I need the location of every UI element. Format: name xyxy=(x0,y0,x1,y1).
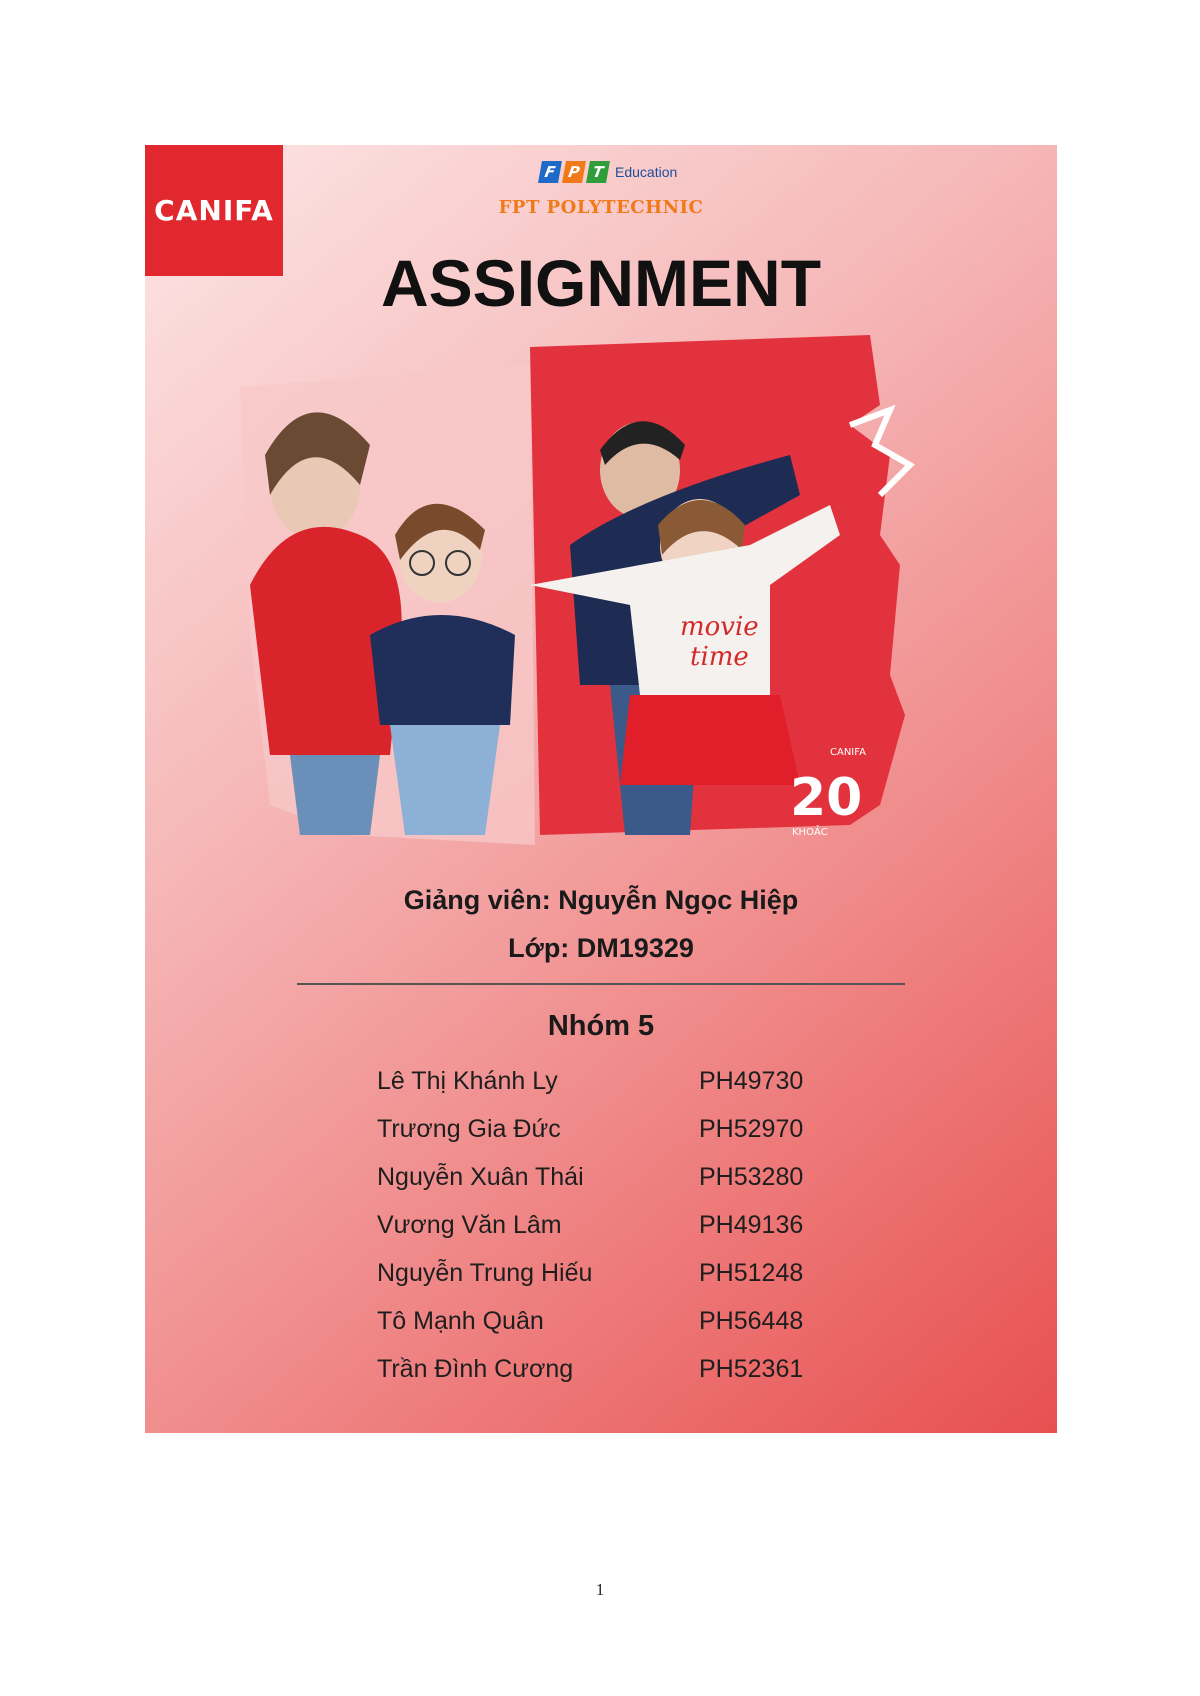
shirt-text-movie: movie xyxy=(680,612,759,642)
member-id: PH52970 xyxy=(699,1115,804,1143)
badge-caption: KHOẢC xyxy=(792,827,828,838)
lecturer-line: Giảng viên: Nguyễn Ngọc Hiệp xyxy=(403,885,799,915)
member-list xyxy=(377,1067,877,1403)
badge-brand: CANIFA xyxy=(830,747,866,758)
fpt-letter-t: T xyxy=(586,161,610,183)
member-id: PH52361 xyxy=(699,1355,804,1383)
fpt-education-label: Education xyxy=(615,164,678,180)
member-name: Trần Đình Cương xyxy=(377,1355,574,1383)
divider xyxy=(297,983,905,985)
fpt-polytechnic-label: FPT POLYTECHNIC xyxy=(498,197,704,218)
class-line: Lớp: DM19329 xyxy=(508,933,694,963)
member-row xyxy=(377,1211,877,1259)
member-name: Lê Thị Khánh Ly xyxy=(377,1067,558,1095)
member-name: Nguyễn Trung Hiếu xyxy=(377,1259,593,1287)
badge-number: 20 xyxy=(790,768,863,828)
member-row xyxy=(377,1115,877,1163)
shirt-text-time: time xyxy=(690,642,749,672)
member-name: Trương Gia Đức xyxy=(377,1115,561,1143)
member-name: Nguyễn Xuân Thái xyxy=(377,1163,584,1191)
member-name: Vương Văn Lâm xyxy=(377,1211,562,1239)
member-id: PH53280 xyxy=(699,1163,804,1191)
member-name: Tô Mạnh Quân xyxy=(377,1307,544,1335)
cover-page xyxy=(145,145,1057,1433)
member-id: PH49730 xyxy=(699,1067,804,1095)
member-row xyxy=(377,1067,877,1115)
member-row xyxy=(377,1163,877,1211)
fpt-letter-f: F xyxy=(538,161,562,183)
fpt-letter-p: P xyxy=(562,161,586,183)
member-id: PH49136 xyxy=(699,1211,804,1239)
family-photo xyxy=(230,335,960,855)
member-row xyxy=(377,1259,877,1307)
group-title: Nhóm 5 xyxy=(547,1010,655,1042)
member-id: PH51248 xyxy=(699,1259,804,1287)
fpt-education-logo xyxy=(540,157,677,187)
page-number: 1 xyxy=(595,1580,605,1599)
member-row xyxy=(377,1307,877,1355)
canifa-logo-text: CANIFA xyxy=(154,194,274,227)
member-id: PH56448 xyxy=(699,1307,804,1335)
page-title: ASSIGNMENT xyxy=(380,246,822,320)
member-row xyxy=(377,1355,877,1403)
